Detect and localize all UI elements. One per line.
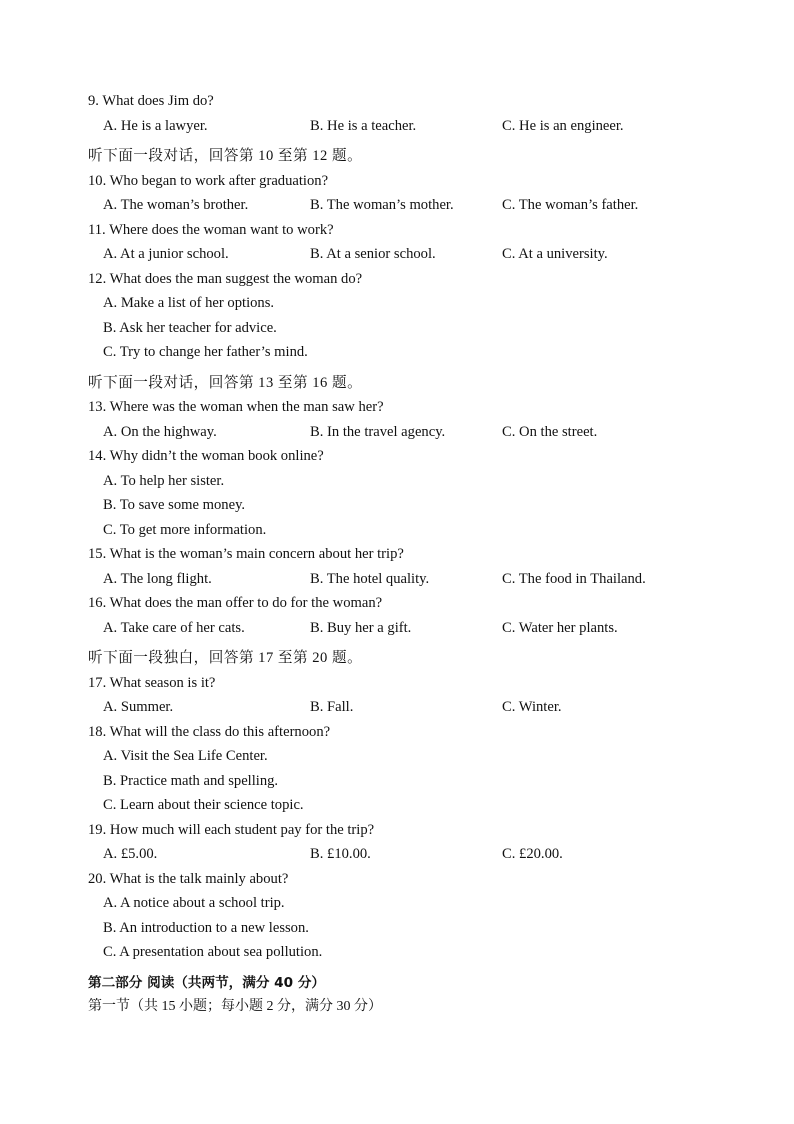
option-a: A. At a junior school. [103, 246, 229, 262]
question-11-options [88, 242, 748, 267]
instruction-10-12: 听下面一段对话，回答第 10 至第 12 题。 [88, 148, 363, 164]
section-one-heading: 第一节（共 15 小题；每小题 2 分，满分 30 分） [88, 999, 382, 1014]
option-b: B. At a senior school. [310, 246, 436, 262]
question-13-options [88, 420, 748, 445]
question-20-stem: 20. What is the talk mainly about? [88, 870, 289, 887]
option-b: B. The hotel quality. [310, 570, 430, 587]
question-12-option-a: A. Make a list of her options. [103, 295, 275, 311]
option-c: C. Water her plants. [502, 619, 618, 636]
question-12-option-b: B. Ask her teacher for advice. [103, 319, 277, 336]
question-15-stem: 15. What is the woman’s main concern about her trip? [88, 546, 404, 562]
option-b: B. £10.00. [310, 846, 371, 862]
question-11-stem: 11. Where does the woman want to work? [88, 221, 334, 238]
option-c: C. The woman’s father. [502, 197, 639, 213]
question-20-option-c: C. A presentation about sea pollution. [103, 944, 323, 960]
option-a: A. He is a lawyer. [103, 117, 208, 134]
exam-page [88, 89, 748, 1020]
option-c: C. £20.00. [502, 846, 563, 862]
question-18-option-c: C. Learn about their science topic. [103, 797, 304, 813]
option-a: A. Take care of her cats. [103, 619, 245, 636]
question-10-stem: 10. Who began to work after graduation? [88, 172, 329, 189]
question-13-stem: 13. Where was the woman when the man saw her? [88, 399, 384, 415]
question-14-option-a: A. To help her sister. [103, 472, 225, 489]
question-15-options [88, 567, 748, 592]
question-18-option-b: B. Practice math and spelling. [103, 772, 279, 789]
option-b: B. He is a teacher. [310, 117, 417, 134]
question-9-options [88, 114, 748, 139]
option-b: B. Buy her a gift. [310, 619, 412, 636]
option-c: C. On the street. [502, 423, 598, 440]
instruction-17-20: 听下面一段独白，回答第 17 至第 20 题。 [88, 650, 363, 666]
option-a: A. £5.00. [103, 846, 158, 862]
part-two-heading: 第二部分 阅读（共两节，满分 40 分） [88, 974, 326, 991]
question-18-option-a: A. Visit the Sea Life Center. [103, 748, 268, 764]
question-12-option-c: C. Try to change her father’s mind. [103, 344, 308, 360]
option-c: C. At a university. [502, 246, 608, 262]
option-a: A. The woman’s brother. [103, 197, 249, 213]
option-a: A. The long flight. [103, 570, 212, 587]
question-16-stem: 16. What does the man offer to do for the woman? [88, 595, 383, 611]
option-b: B. Fall. [310, 699, 354, 715]
option-a: A. On the highway. [103, 423, 217, 440]
question-12-stem: 12. What does the man suggest the woman do? [88, 270, 363, 287]
option-a: A. Summer. [103, 699, 174, 715]
option-b: B. The woman’s mother. [310, 197, 454, 213]
question-14-stem: 14. Why didn’t the woman book online? [88, 448, 324, 464]
option-c: C. Winter. [502, 699, 562, 715]
question-14-option-c: C. To get more information. [103, 521, 267, 538]
question-19-options [88, 842, 748, 867]
instruction-13-16: 听下面一段对话，回答第 13 至第 16 题。 [88, 374, 363, 391]
question-19-stem: 19. How much will each student pay for the trip? [88, 821, 375, 838]
question-14-option-b: B. To save some money. [103, 497, 246, 513]
option-b: B. In the travel agency. [310, 423, 446, 440]
question-20-option-a: A. A notice about a school trip. [103, 895, 285, 911]
question-17-options [88, 695, 748, 720]
question-10-options [88, 193, 748, 218]
option-c: C. He is an engineer. [502, 117, 624, 134]
question-18-stem: 18. What will the class do this afternoon? [88, 723, 331, 740]
question-9-stem: 9. What does Jim do? [88, 93, 214, 109]
question-17-stem: 17. What season is it? [88, 674, 216, 691]
question-20-option-b: B. An introduction to a new lesson. [103, 919, 309, 936]
question-16-options [88, 616, 748, 641]
option-c: C. The food in Thailand. [502, 570, 646, 587]
